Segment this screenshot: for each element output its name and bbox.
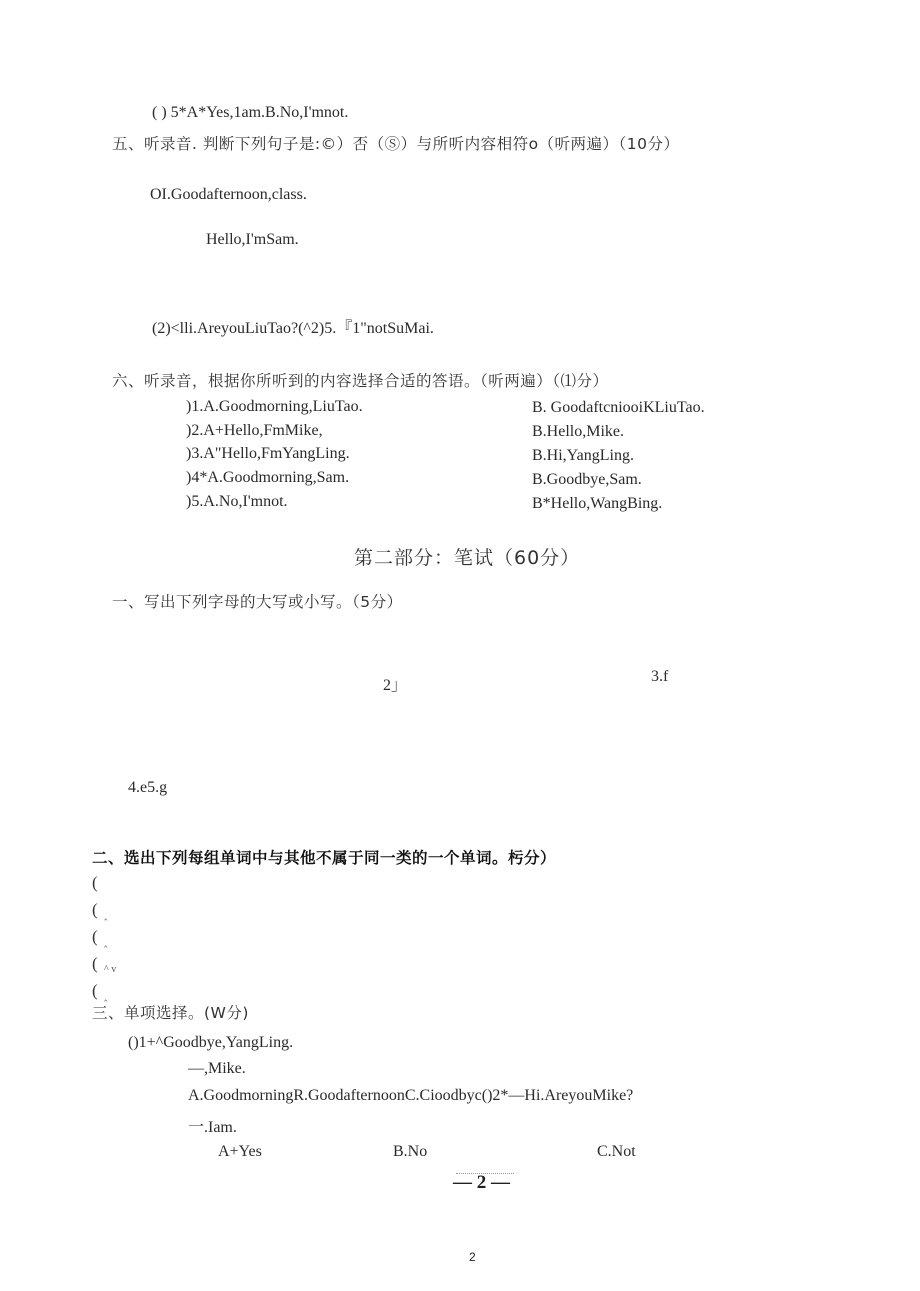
written-1-item-2: 2」 [383, 677, 408, 694]
written-1-heading: 一、写出下列字母的大写或小写。（5分） [112, 593, 403, 611]
section-6-item-5-b: B*Hello,WangBing. [532, 495, 663, 512]
section-6-item-3-a: )3.A"Hello,FmYangLing. [186, 445, 350, 462]
written-2-mark-4: ^ v [104, 964, 117, 975]
section-5-line-3: (2)<lli.AreyouLiuTao?(^2)5.『1"notSuMai. [152, 320, 434, 337]
written-3-question-1: ()1+^Goodbye,YangLing. [128, 1034, 294, 1051]
written-1-item-4-5: 4.e5.g [128, 779, 168, 796]
section-5-line-1: OI.Goodafternoon,class. [150, 186, 307, 203]
written-2-paren-2: ( [92, 900, 98, 919]
page-footer: — 2 — [453, 1172, 510, 1193]
part-2-title: 第二部分：笔试（60分） [354, 547, 581, 569]
section-6-heading: 六、听录音，根据你所听到的内容选择合适的答语。（听两遍）（⑴分） [112, 372, 609, 390]
listening-item-5: ( ) 5*A*Yes,1am.B.No,I'mnot. [152, 104, 349, 121]
page-number: 2 [469, 1250, 476, 1264]
section-6-item-4-b: B.Goodbye,Sam. [532, 471, 642, 488]
written-3-question-2-option-a: A+Yes [218, 1143, 262, 1160]
section-5-heading: 五、听录音. 判断下列句子是:©）否（Ⓢ）与所听内容相符o（听两遍）（10分） [112, 135, 680, 153]
written-2-paren-4: ( [92, 954, 98, 973]
section-6-item-1-a: )1.A.Goodmorning,LiuTao. [186, 398, 363, 415]
written-2-mark-5: ‸ [104, 991, 108, 1002]
written-3-heading: 三、单项选择。(W分) [92, 1004, 249, 1022]
written-3-question-2-reply: 一.Iam. [188, 1119, 237, 1136]
section-6-item-1-b: B. GoodaftcniooiKLiuTao. [532, 399, 705, 416]
written-3-question-1-options: A.GoodmorningR.GoodafternoonC.Cioodbyc()2*—Hi.AreyouMike? [188, 1087, 634, 1104]
section-5-line-2: Hello,I'mSam. [206, 231, 299, 248]
written-2-paren-1: ( [92, 873, 98, 892]
written-2-heading: 二、选出下列每组单词中与其他不属于同一类的一个单词。杇分） [92, 849, 557, 867]
written-2-paren-3: ( [92, 927, 98, 946]
written-2-mark-2: ‸ [104, 910, 108, 921]
written-3-question-1-reply: —,Mike. [188, 1060, 246, 1077]
section-6-item-5-a: )5.A.No,I'mnot. [186, 493, 288, 510]
written-3-question-2-option-c: C.Not [597, 1143, 636, 1160]
written-3-question-2-option-b: B.No [393, 1143, 428, 1160]
written-1-item-3: 3.f [651, 668, 669, 685]
section-6-item-2-b: B.Hello,Mike. [532, 423, 624, 440]
written-2-mark-3: ‸ [104, 937, 108, 948]
section-6-item-2-a: )2.A+Hello,FmMike, [186, 422, 323, 439]
written-2-paren-5: ( [92, 981, 98, 1000]
section-6-item-3-b: B.Hi,YangLing. [532, 447, 634, 464]
section-6-item-4-a: )4*A.Goodmorning,Sam. [186, 469, 350, 486]
